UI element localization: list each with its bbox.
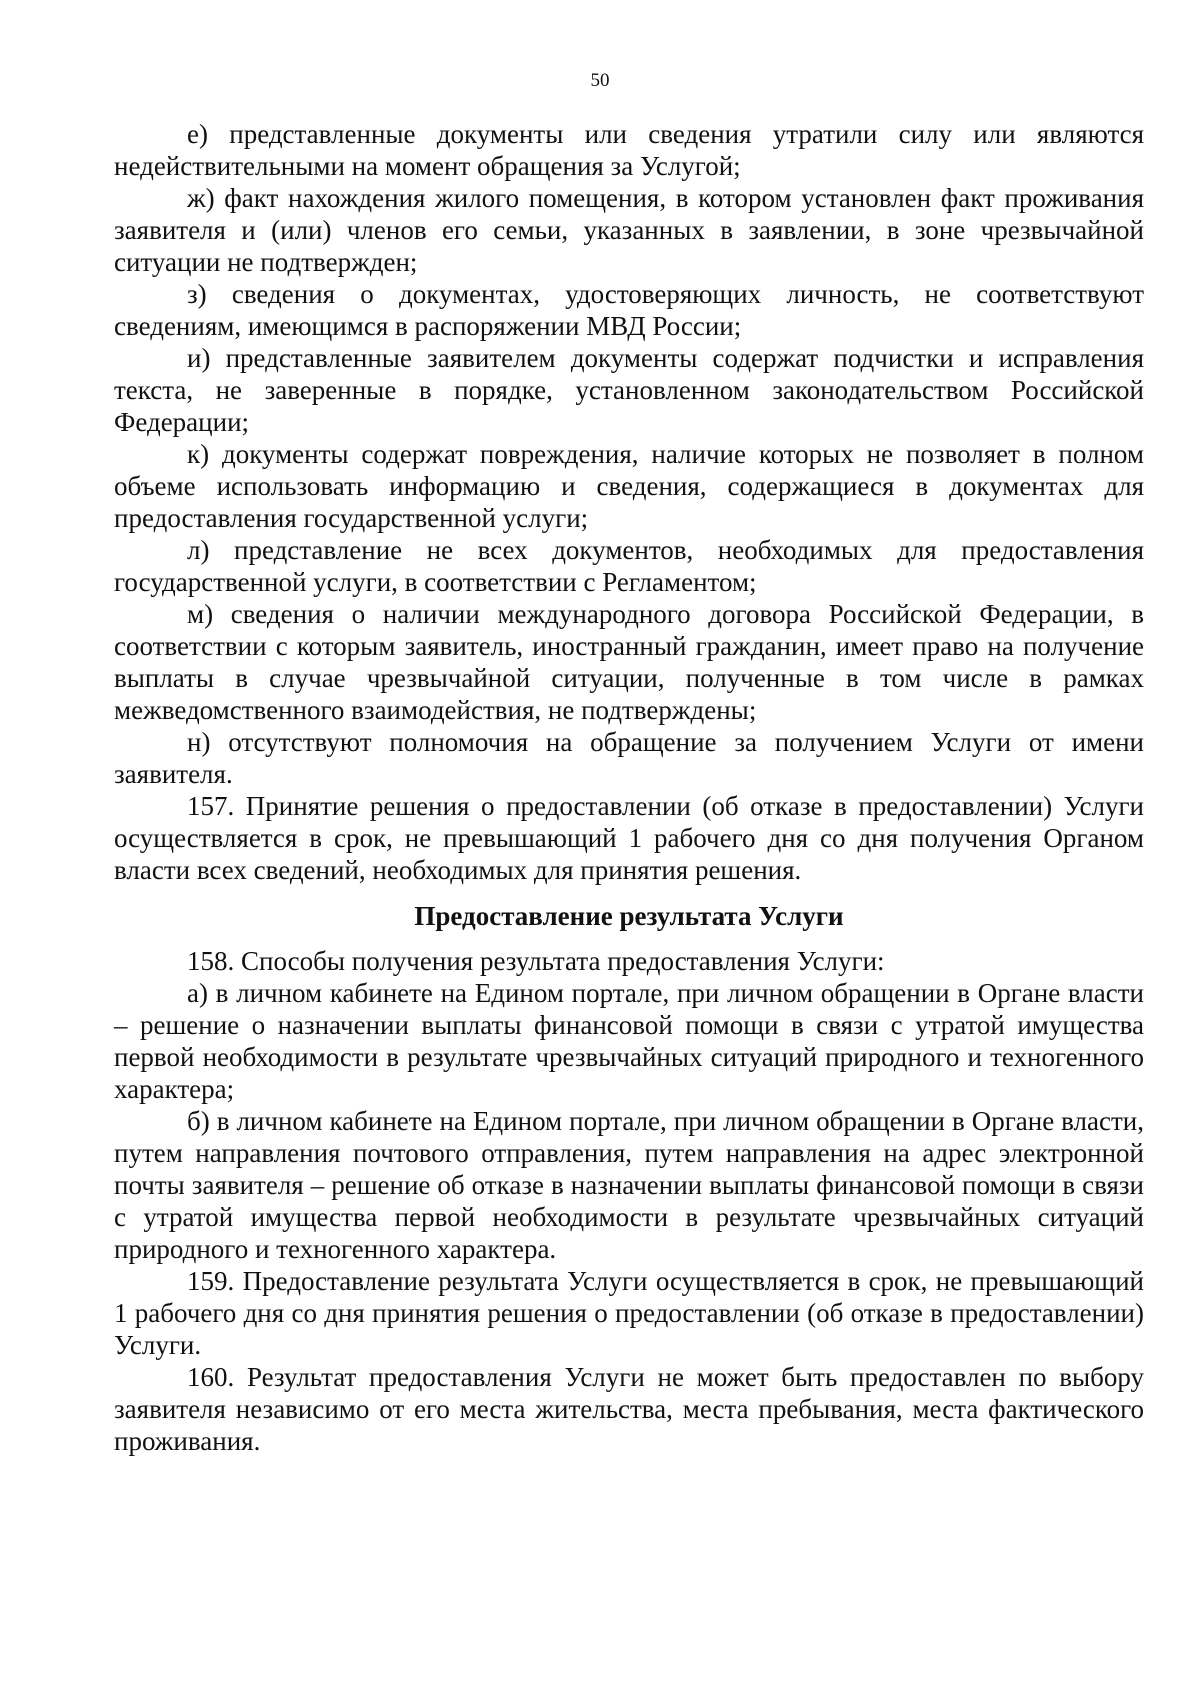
paragraph-item-n: н) отсутствуют полномочия на обращение за получением Услуги от имени заявителя. [114,727,1144,789]
paragraph-item-zh: ж) факт нахождения жилого помещения, в котором установлен факт проживания заявителя и (или) членов его семьи, указанных в заявлении, в зоне чрезвычайной ситуации не подтвержден; [114,183,1144,277]
paragraph-item-l: л) представление не всех документов, необходимых для предоставления государственной услуги, в соответствии с Регламентом; [114,535,1144,597]
paragraph-159: 159. Предоставление результата Услуги осуществляется в срок, не превышающий 1 рабочего дня со дня принятия решения о предоставлении (об отказе в предоставлении) Услуги. [114,1266,1144,1360]
paragraph-158-a: а) в личном кабинете на Едином портале, при личном обращении в Органе власти – решение о назначении выплаты финансовой помощи в связи с утратой имущества первой необходимости в результате чрезвычайных ситуаций природного и техногенного характера; [114,978,1144,1104]
paragraph-160: 160. Результат предоставления Услуги не может быть предоставлен по выбору заявителя независимо от его места жительства, места пребывания, места фактического проживания. [114,1362,1144,1456]
paragraph-item-z: з) сведения о документах, удостоверяющих личность, не соответствуют сведениям, имеющимся в распоряжении МВД России; [114,279,1144,341]
paragraph-item-e: е) представленные документы или сведения утратили силу или являются недействительными на момент обращения за Услугой; [114,119,1144,181]
section-heading: Предоставление результата Услуги [414,901,844,931]
paragraph-157: 157. Принятие решения о предоставлении (об отказе в предоставлении) Услуги осуществляется в срок, не превышающий 1 рабочего дня со дня получения Органом власти всех сведений, необходимых для принятия решения. [114,791,1144,885]
paragraph-item-k: к) документы содержат повреждения, наличие которых не позволяет в полном объеме использовать информацию и сведения, содержащиеся в документах для предоставления государственной услуги; [114,439,1144,533]
paragraph-item-i: и) представленные заявителем документы содержат подчистки и исправления текста, не заверенные в порядке, установленном законодательством Российской Федерации; [114,343,1144,437]
paragraph-158-b: б) в личном кабинете на Едином портале, при личном обращении в Органе власти, путем направления почтового отправления, путем направления на адрес электронной почты заявителя – решение об отказе в назначении выплаты финансовой помощи в связи с утратой имущества первой необходимости в результате чрезвычайных ситуаций природного и техногенного характера. [114,1106,1144,1264]
paragraph-158: 158. Способы получения результата предоставления Услуги: [187,946,885,976]
page-number: 50 [590,70,610,91]
paragraph-item-m: м) сведения о наличии международного договора Российской Федерации, в соответствии с которым заявитель, иностранный гражданин, имеет право на получение выплаты в случае чрезвычайной ситуации, полученные в том числе в рамках межведомственного взаимодействия, не подтверждены; [114,599,1144,725]
document-body [114,118,1144,1457]
